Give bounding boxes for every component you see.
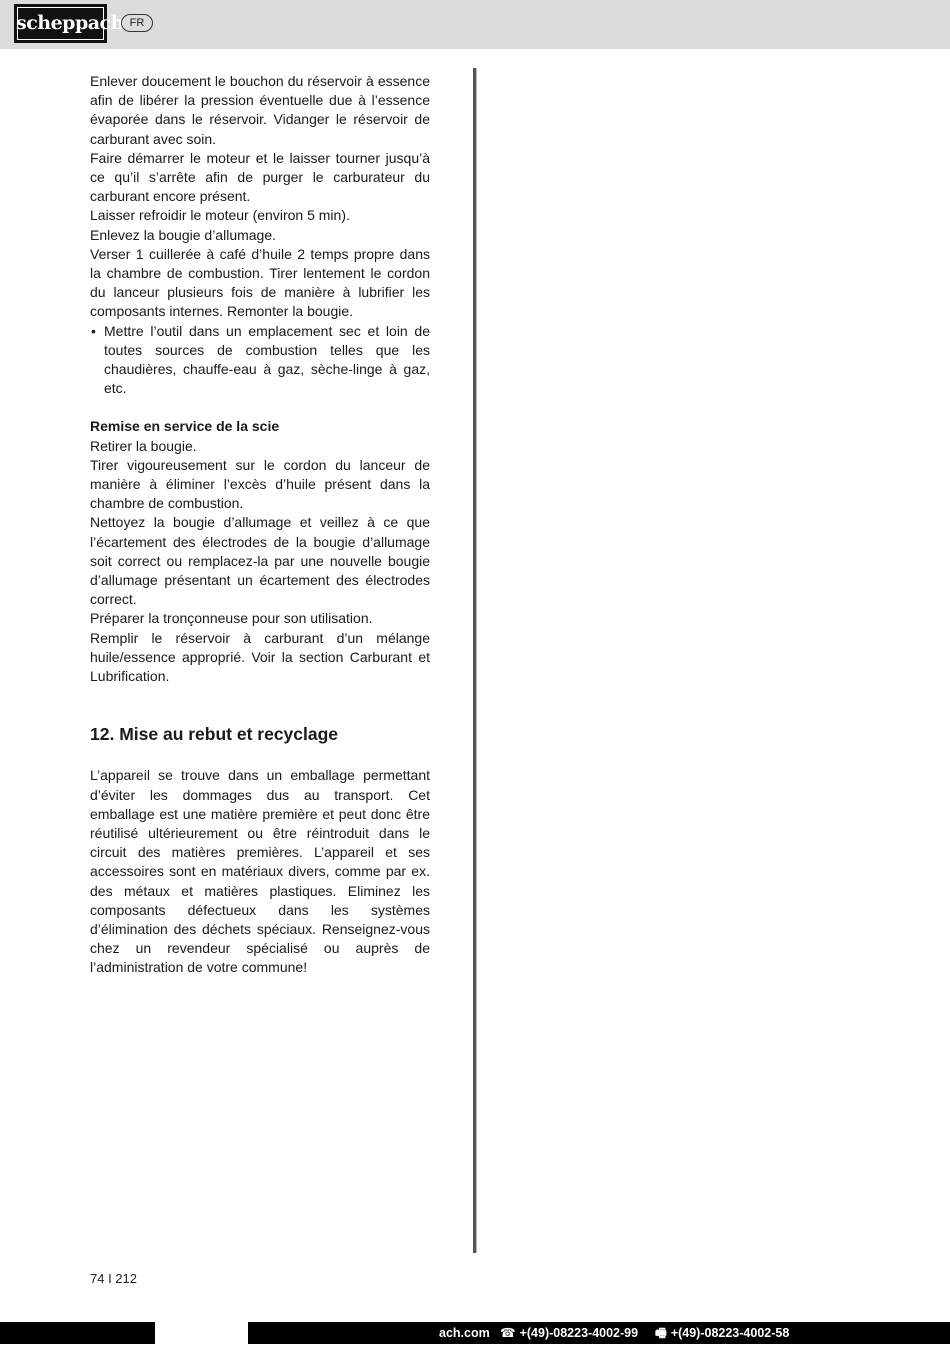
- phone-icon: ☎: [500, 1326, 516, 1340]
- fax-number: +(49)-08223-4002-58: [670, 1326, 790, 1340]
- bullet-icon: •: [91, 322, 96, 339]
- paragraph: Retirer la bougie.: [90, 437, 197, 454]
- text-column: [90, 72, 430, 978]
- footer-gap: [155, 1322, 248, 1344]
- paragraph: Préparer la tronçonneuse pour son utilisation.: [90, 610, 373, 627]
- section-heading: 12. Mise au rebut et recyclage: [90, 724, 339, 745]
- paragraph: Nettoyez la bougie d’allumage et veillez à ce que l’écartement des électrodes de la bougie d’allumage soit correct ou remplacez-la par une nouvelle bougie d’allumage présentant un écartement des électrodes correct.: [90, 514, 430, 608]
- fax-icon: 🖷: [655, 1326, 667, 1340]
- footer-website: ach.com: [439, 1326, 490, 1340]
- brand-logo: scheppach: [14, 4, 107, 43]
- paragraph: Enlevez la bougie d’allumage.: [90, 226, 277, 243]
- paragraph: Enlever doucement le bouchon du réservoir à essence afin de libérer la pression éventuelle due à l’essence évaporée dans le réservoir. Vidanger le réservoir de carburant avec soin.: [90, 73, 430, 147]
- page-number: 74 I 212: [90, 1271, 137, 1286]
- paragraph: Verser 1 cuillerée à café d’huile 2 temps propre dans la chambre de combustion. Tirer lentement le cordon du lanceur plusieurs fois de manière à lubrifier les composants internes. Remonter la bougie.: [90, 245, 430, 320]
- paragraph: Laisser refroidir le moteur (environ 5 min).: [90, 207, 350, 224]
- bullet-item: [90, 322, 430, 399]
- footer-fax: [655, 1322, 789, 1344]
- paragraph: Faire démarrer le moteur et le laisser tourner jusqu’à ce qu’il s’arrête afin de purger le carburateur du carburant encore présent.: [90, 149, 430, 205]
- subsection-heading: Remise en service de la scie: [90, 418, 280, 435]
- phone-number: +(49)-08223-4002-99: [519, 1326, 639, 1340]
- footer-phone: [500, 1322, 638, 1344]
- language-badge: FR: [121, 14, 153, 32]
- bullet-text: Mettre l’outil dans un emplacement sec et loin de toutes sources de combustion telles que les chaudières, chauffe-eau à gaz, sèche-linge à gaz, etc.: [104, 322, 430, 397]
- column-divider: [473, 68, 476, 1253]
- page-header: [0, 0, 950, 49]
- paragraph: Tirer vigoureusement sur le cordon du lanceur de manière à éliminer l’excès d’huile présent dans la chambre de combustion.: [90, 456, 430, 512]
- paragraph: L’appareil se trouve dans un emballage permettant d’éviter les dommages dus au transport. Cet emballage est une matière première et peut donc être réutilisé ultérieurement ou être réintroduit dans le circuit des matières premières. L’appareil et ses accessoires sont en matériaux divers, comme par ex. des métaux et matières plastiques. Eliminez les composants défectueux dans les systèmes d’élimination des déchets spéciaux. Renseignez-vous chez un revendeur spécialisé ou auprès de l’administration de votre commune!: [90, 767, 430, 976]
- paragraph: Remplir le réservoir à carburant d’un mélange huile/essence approprié. Voir la section Carburant et Lubrification.: [90, 629, 430, 685]
